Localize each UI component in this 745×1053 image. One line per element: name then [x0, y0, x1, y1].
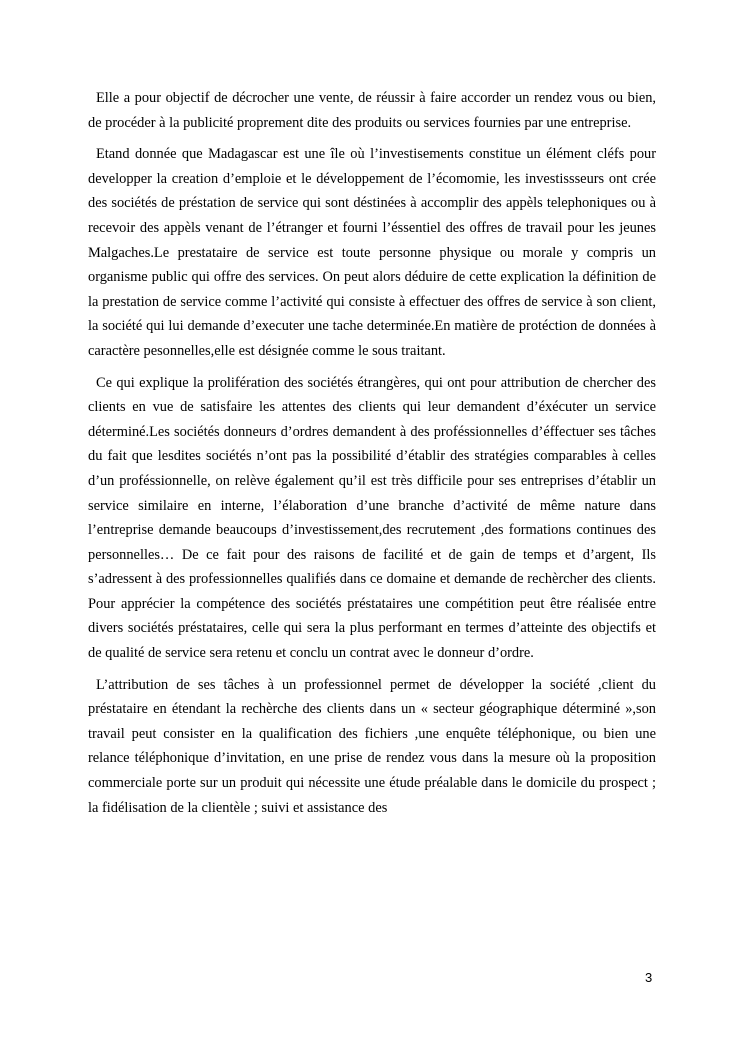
paragraph-2: Etand donnée que Madagascar est une île où l’investisements constitue un élément cléfs pour developper la creation d’emploie et le développement de l’écomomie, les investissseurs ont crée des sociétés de préstation de service qui sont déstinées à accomplir des appèls telephoniques ou à recevoir des appèls venant de l’étranger et fourni l’éssentiel des offres de travail pour les jeunes Malgaches.Le prestataire de service est toute personne physique ou morale y compris un organisme public qui offre des services. On peut alors déduire de cette explication la définition de la prestation de service comme l’activité qui consiste à effectuer des offres de service à son client, la société qui lui demande d’executer une tache determinée.En matière de protéction de données à caractère pesonnelles,elle est désignée comme le sous traitant. — [88, 146, 656, 359]
paragraph-1: Elle a pour objectif de décrocher une vente, de réussir à faire accorder un rendez vous ou bien, de procéder à la publicité proprement dite des produits ou services fournies par une entreprise. — [88, 90, 656, 131]
paragraph-3: Ce qui explique la prolifération des sociétés étrangères, qui ont pour attribution de chercher des clients en vue de satisfaire les attentes des clients qui leur demandent d’éxécuter un service déterminé.Les sociétés donneurs d’ordres demandent à des proféssionnelles d’éffectuer ses tâches du fait que lesdites sociétés n’ont pas la possibilité d’établir des stratégies comparables à celles d’un proféssionnelle, on relève également qu’il est très difficile pour ses entreprises d’établir un service similaire en interne, l’élaboration d’une branche d’activité de même nature dans l’entreprise demande beaucoups d’investissement,des recrutement ,des formations continues des personnelles… De ce fait pour des raisons de facilité et de gain de temps et d’argent, Ils s’adressent à des professionnelles qualifiés dans ce domaine et demande de rechèrcher des clients. Pour apprécier la compétence des sociétés préstataires une compétition peut être réalisée entre divers sociétés préstataires, celle qui sera la plus performant en termes d’atteinte des objectifs et de qualité de service sera retenu et conclu un contrat avec le donneur d’ordre. — [88, 374, 656, 662]
document-body — [88, 86, 656, 827]
paragraph-4: L’attribution de ses tâches à un professionnel permet de développer la société ,client du préstataire en étendant la rechèrche des clients dans un « secteur géographique déterminé »,son travail peut consister en la qualification des fichiers ,une enquête téléphonique, ou bien une relance téléphonique d’invitation, en une prise de rendez vous dans la mesure où la proposition commerciale porte sur un produit qui nécessite une étude préalable dans le domicile du prospect ; la fidélisation de la clientèle ; suivi et assistance des — [88, 676, 656, 816]
page-number: 3 — [645, 970, 653, 985]
